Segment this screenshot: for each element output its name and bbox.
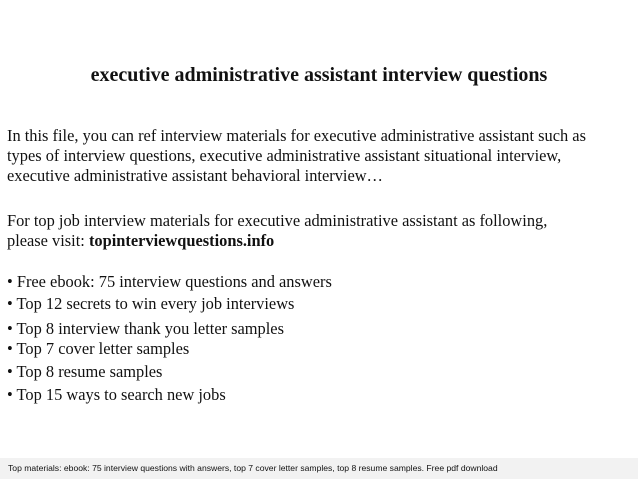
website-link[interactable]: topinterviewquestions.info: [88, 231, 275, 250]
page-title: executive administrative assistant interview questions: [90, 64, 548, 86]
footer-banner: Top materials: ebook: 75 interview questions with answers, top 7 cover letter samples, top 8 resume samples. Free pdf download: [0, 458, 638, 479]
list-item: • Top 8 interview thank you letter samples: [7, 319, 284, 338]
list-item: • Free ebook: 75 interview questions and answers: [7, 272, 332, 291]
intro-line: executive administrative assistant behavioral interview…: [7, 166, 383, 185]
list-item: • Top 7 cover letter samples: [7, 339, 190, 358]
intro-paragraph: [7, 126, 635, 186]
visit-line-2: [7, 231, 635, 251]
list-item: • Top 8 resume samples: [7, 362, 163, 381]
intro-line: In this file, you can ref interview materials for executive administrative assistant such as: [7, 126, 586, 145]
visit-prefix: please visit:: [7, 231, 89, 250]
list-item: • Top 12 secrets to win every job interviews: [7, 294, 295, 313]
visit-line: For top job interview materials for executive administrative assistant as following,: [7, 211, 548, 230]
list-item: • Top 15 ways to search new jobs: [7, 385, 226, 404]
visit-paragraph: [7, 211, 635, 251]
intro-line: types of interview questions, executive administrative assistant situational interview,: [7, 146, 562, 165]
